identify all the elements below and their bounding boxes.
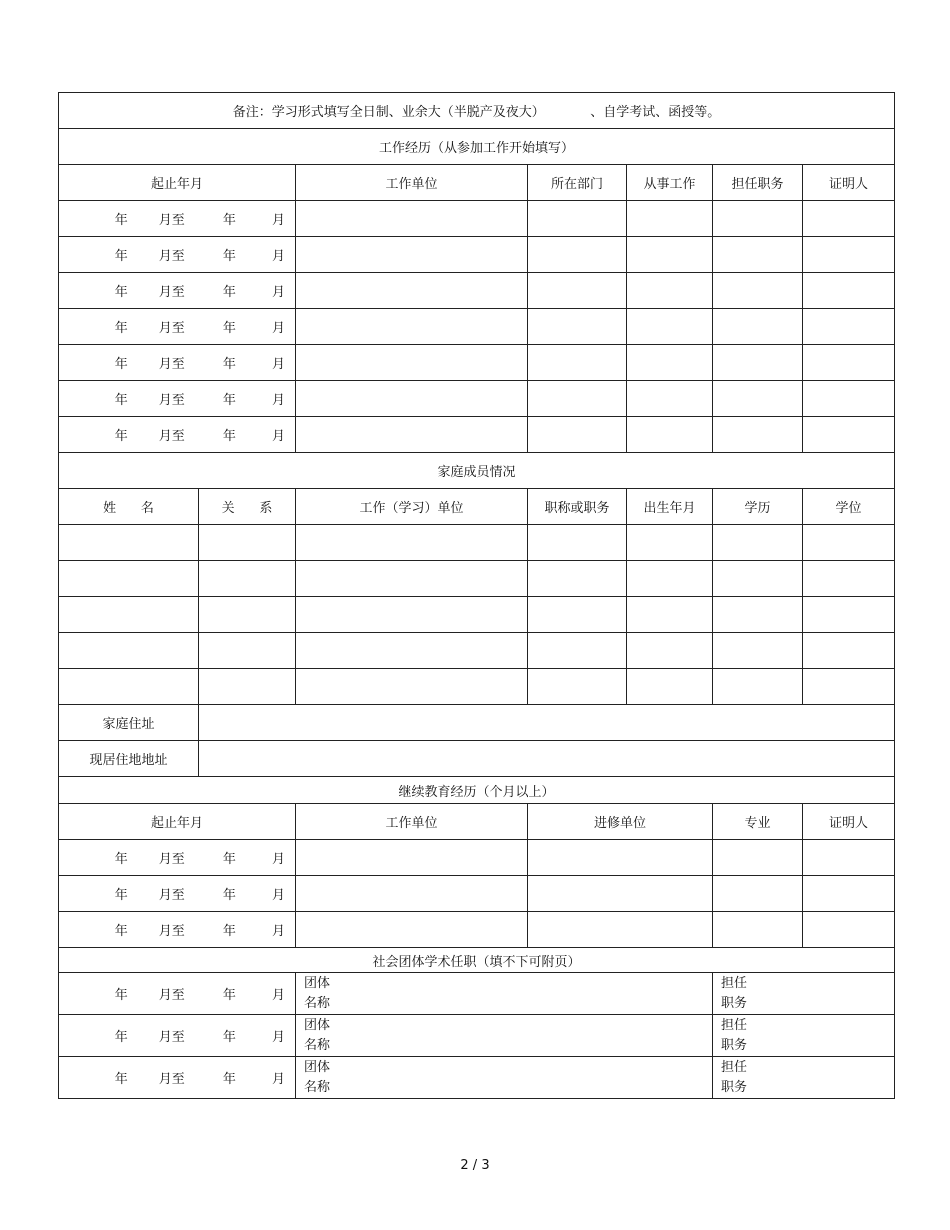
work-row	[59, 309, 895, 345]
education-major-cell[interactable]	[713, 912, 803, 948]
date-part-label: 年	[222, 249, 236, 264]
work-department-cell[interactable]	[528, 273, 627, 309]
date-range	[59, 389, 295, 408]
date-range	[59, 1068, 295, 1087]
work-employer-cell[interactable]	[296, 381, 528, 417]
date-part-label: 年	[222, 1030, 236, 1045]
education-witness-cell[interactable]	[803, 876, 895, 912]
work-row	[59, 345, 895, 381]
family-birth-cell[interactable]	[627, 633, 713, 669]
society-org-cell[interactable]	[296, 973, 713, 1015]
family-row	[59, 525, 895, 561]
date-part-label: 月	[271, 249, 285, 264]
date-part-label: 月至	[158, 924, 185, 939]
work-header-position: 担任职务	[713, 165, 803, 201]
work-witness-cell[interactable]	[803, 273, 895, 309]
date-part-label: 月至	[158, 357, 185, 372]
date-part-label: 月至	[158, 213, 185, 228]
family-employer-cell[interactable]	[296, 669, 528, 705]
date-part-label: 月至	[158, 1072, 185, 1087]
date-part-label: 年	[114, 321, 128, 336]
family-header-row	[59, 489, 895, 525]
work-section-title: 工作经历（从参加工作开始填写）	[59, 129, 895, 165]
work-period-cell[interactable]	[59, 273, 296, 309]
date-part-label: 年	[114, 1030, 128, 1045]
date-part-label: 年	[222, 988, 236, 1003]
work-position-cell[interactable]	[713, 237, 803, 273]
work-employer-cell[interactable]	[296, 345, 528, 381]
family-employer-cell[interactable]	[296, 597, 528, 633]
work-job-cell[interactable]	[627, 201, 713, 237]
date-part-label: 月	[271, 888, 285, 903]
society-org-label: 团体	[304, 975, 331, 991]
work-row	[59, 273, 895, 309]
family-employer-cell[interactable]	[296, 525, 528, 561]
education-witness-cell[interactable]	[803, 840, 895, 876]
date-part-label: 月至	[158, 988, 185, 1003]
work-witness-cell[interactable]	[803, 309, 895, 345]
home-address-field[interactable]	[199, 705, 895, 741]
work-position-cell[interactable]	[713, 309, 803, 345]
family-header-education: 学历	[713, 489, 803, 525]
family-title-cell[interactable]	[528, 633, 627, 669]
work-job-cell[interactable]	[627, 381, 713, 417]
family-title-cell[interactable]	[528, 561, 627, 597]
society-section-title: 社会团体学术任职（填不下可附页）	[59, 948, 895, 973]
education-row	[59, 912, 895, 948]
date-part-label: 月	[271, 988, 285, 1003]
work-position-cell[interactable]	[713, 417, 803, 453]
work-position-cell[interactable]	[713, 201, 803, 237]
date-part-label: 年	[114, 429, 128, 444]
family-degree-cell[interactable]	[803, 633, 895, 669]
work-header-employer: 工作单位	[296, 165, 528, 201]
date-part-label: 月	[271, 852, 285, 867]
society-row	[59, 973, 895, 1015]
family-birth-cell[interactable]	[627, 561, 713, 597]
society-period-cell[interactable]	[59, 1015, 296, 1057]
society-org-label: 团体	[304, 1059, 331, 1075]
family-section-title: 家庭成员情况	[59, 453, 895, 489]
work-position-cell[interactable]	[713, 345, 803, 381]
date-part-label: 年	[222, 888, 236, 903]
education-institution-cell[interactable]	[528, 840, 713, 876]
personal-record-form	[58, 92, 895, 1099]
education-period-cell[interactable]	[59, 840, 296, 876]
family-relation-cell[interactable]	[199, 669, 296, 705]
date-range	[59, 984, 295, 1003]
work-header-witness: 证明人	[803, 165, 895, 201]
date-part-label: 年	[222, 852, 236, 867]
date-part-label: 月至	[158, 321, 185, 336]
family-title-cell[interactable]	[528, 525, 627, 561]
family-header-title: 职称或职务	[528, 489, 627, 525]
work-row	[59, 381, 895, 417]
family-degree-cell[interactable]	[803, 561, 895, 597]
education-employer-cell[interactable]	[296, 912, 528, 948]
education-major-cell[interactable]	[713, 840, 803, 876]
work-period-cell[interactable]	[59, 309, 296, 345]
work-row	[59, 237, 895, 273]
work-department-cell[interactable]	[528, 237, 627, 273]
date-part-label: 月	[271, 393, 285, 408]
work-header-job: 从事工作	[627, 165, 713, 201]
work-employer-cell[interactable]	[296, 417, 528, 453]
family-header-relation-1: 关	[221, 501, 235, 516]
family-name-cell[interactable]	[59, 669, 199, 705]
date-part-label: 年	[114, 393, 128, 408]
family-education-cell[interactable]	[713, 525, 803, 561]
work-row	[59, 201, 895, 237]
family-relation-cell[interactable]	[199, 525, 296, 561]
date-part-label: 年	[114, 249, 128, 264]
education-header-witness: 证明人	[803, 804, 895, 840]
society-role-label: 职务	[721, 995, 748, 1011]
date-part-label: 月	[271, 357, 285, 372]
date-part-label: 年	[114, 852, 128, 867]
date-part-label: 月至	[158, 1030, 185, 1045]
date-part-label: 年	[222, 357, 236, 372]
date-part-label: 年	[222, 429, 236, 444]
date-part-label: 月	[271, 285, 285, 300]
date-part-label: 月至	[158, 249, 185, 264]
work-period-cell[interactable]	[59, 417, 296, 453]
date-part-label: 月至	[158, 888, 185, 903]
date-part-label: 月至	[158, 852, 185, 867]
work-witness-cell[interactable]	[803, 417, 895, 453]
note-row: 备注：学习形式填写全日制、业余大（半脱产及夜大） 、自学考试、函授等。	[59, 93, 895, 129]
society-org-label: 名称	[304, 1037, 331, 1053]
work-row	[59, 417, 895, 453]
work-header-period: 起止年月	[59, 165, 296, 201]
family-header-name	[59, 489, 199, 525]
work-header-row	[59, 165, 895, 201]
education-header-period: 起止年月	[59, 804, 296, 840]
family-row	[59, 633, 895, 669]
work-employer-cell[interactable]	[296, 309, 528, 345]
date-range	[59, 317, 295, 336]
education-institution-cell[interactable]	[528, 876, 713, 912]
date-part-label: 月至	[158, 429, 185, 444]
family-education-cell[interactable]	[713, 669, 803, 705]
family-birth-cell[interactable]	[627, 669, 713, 705]
society-role-label: 担任	[721, 1017, 748, 1033]
education-row	[59, 876, 895, 912]
work-job-cell[interactable]	[627, 237, 713, 273]
society-org-cell[interactable]	[296, 1015, 713, 1057]
date-part-label: 月至	[158, 285, 185, 300]
work-employer-cell[interactable]	[296, 201, 528, 237]
work-period-cell[interactable]	[59, 201, 296, 237]
date-part-label: 年	[222, 285, 236, 300]
work-job-cell[interactable]	[627, 345, 713, 381]
education-institution-cell[interactable]	[528, 912, 713, 948]
family-header-name-2: 名	[140, 501, 154, 516]
work-witness-cell[interactable]	[803, 381, 895, 417]
society-role-label: 担任	[721, 975, 748, 991]
date-range	[59, 1026, 295, 1045]
family-relation-cell[interactable]	[199, 633, 296, 669]
family-name-cell[interactable]	[59, 561, 199, 597]
education-header-row	[59, 804, 895, 840]
date-part-label: 年	[222, 924, 236, 939]
education-row	[59, 840, 895, 876]
work-period-cell[interactable]	[59, 237, 296, 273]
society-role-label: 担任	[721, 1059, 748, 1075]
date-part-label: 年	[222, 393, 236, 408]
work-department-cell[interactable]	[528, 201, 627, 237]
family-name-cell[interactable]	[59, 633, 199, 669]
family-header-relation	[199, 489, 296, 525]
date-part-label: 年	[114, 213, 128, 228]
date-part-label: 年	[114, 357, 128, 372]
family-name-cell[interactable]	[59, 525, 199, 561]
date-part-label: 年	[222, 321, 236, 336]
family-header-degree: 学位	[803, 489, 895, 525]
date-part-label: 月	[271, 1072, 285, 1087]
family-header-birth: 出生年月	[627, 489, 713, 525]
education-header-institution: 进修单位	[528, 804, 713, 840]
work-job-cell[interactable]	[627, 273, 713, 309]
education-period-cell[interactable]	[59, 876, 296, 912]
date-part-label: 月	[271, 213, 285, 228]
society-role-cell[interactable]	[713, 973, 895, 1015]
current-address-field[interactable]	[199, 741, 895, 777]
society-period-cell[interactable]	[59, 973, 296, 1015]
education-witness-cell[interactable]	[803, 912, 895, 948]
date-range	[59, 281, 295, 300]
education-employer-cell[interactable]	[296, 876, 528, 912]
education-period-cell[interactable]	[59, 912, 296, 948]
date-part-label: 年	[114, 924, 128, 939]
date-range	[59, 209, 295, 228]
family-title-cell[interactable]	[528, 597, 627, 633]
family-birth-cell[interactable]	[627, 525, 713, 561]
work-department-cell[interactable]	[528, 381, 627, 417]
family-header-employer: 工作（学习）单位	[296, 489, 528, 525]
work-position-cell[interactable]	[713, 381, 803, 417]
family-employer-cell[interactable]	[296, 633, 528, 669]
date-part-label: 月	[271, 321, 285, 336]
work-job-cell[interactable]	[627, 309, 713, 345]
work-period-cell[interactable]	[59, 345, 296, 381]
family-education-cell[interactable]	[713, 597, 803, 633]
work-employer-cell[interactable]	[296, 237, 528, 273]
family-education-cell[interactable]	[713, 633, 803, 669]
society-role-label: 职务	[721, 1079, 748, 1095]
work-job-cell[interactable]	[627, 417, 713, 453]
work-header-department: 所在部门	[528, 165, 627, 201]
work-department-cell[interactable]	[528, 309, 627, 345]
work-employer-cell[interactable]	[296, 273, 528, 309]
work-department-cell[interactable]	[528, 417, 627, 453]
date-part-label: 月	[271, 429, 285, 444]
family-header-relation-2: 系	[259, 501, 273, 516]
page-number: 2 / 3	[460, 1158, 490, 1173]
date-range	[59, 353, 295, 372]
work-witness-cell[interactable]	[803, 345, 895, 381]
society-period-cell[interactable]	[59, 1057, 296, 1099]
date-range	[59, 884, 295, 903]
family-row	[59, 597, 895, 633]
date-part-label: 年	[222, 1072, 236, 1087]
society-org-cell[interactable]	[296, 1057, 713, 1099]
family-degree-cell[interactable]	[803, 669, 895, 705]
family-degree-cell[interactable]	[803, 597, 895, 633]
family-header-name-1: 姓	[103, 501, 117, 516]
date-part-label: 年	[114, 988, 128, 1003]
work-department-cell[interactable]	[528, 345, 627, 381]
date-part-label: 年	[222, 213, 236, 228]
society-org-label: 团体	[304, 1017, 331, 1033]
date-part-label: 年	[114, 285, 128, 300]
family-row	[59, 669, 895, 705]
date-part-label: 月	[271, 924, 285, 939]
work-position-cell[interactable]	[713, 273, 803, 309]
date-part-label: 月	[271, 1030, 285, 1045]
society-role-label: 职务	[721, 1037, 748, 1053]
family-employer-cell[interactable]	[296, 561, 528, 597]
date-range	[59, 848, 295, 867]
date-range	[59, 920, 295, 939]
education-major-cell[interactable]	[713, 876, 803, 912]
society-org-label: 名称	[304, 995, 331, 1011]
date-range	[59, 425, 295, 444]
date-part-label: 年	[114, 1072, 128, 1087]
society-row	[59, 1015, 895, 1057]
work-period-cell[interactable]	[59, 381, 296, 417]
date-part-label: 年	[114, 888, 128, 903]
work-witness-cell[interactable]	[803, 201, 895, 237]
family-relation-cell[interactable]	[199, 561, 296, 597]
home-address-label: 家庭住址	[59, 705, 199, 741]
society-role-cell[interactable]	[713, 1057, 895, 1099]
family-relation-cell[interactable]	[199, 597, 296, 633]
education-header-major: 专业	[713, 804, 803, 840]
family-birth-cell[interactable]	[627, 597, 713, 633]
society-row	[59, 1057, 895, 1099]
family-education-cell[interactable]	[713, 561, 803, 597]
date-range	[59, 245, 295, 264]
society-role-cell[interactable]	[713, 1015, 895, 1057]
education-header-employer: 工作单位	[296, 804, 528, 840]
work-witness-cell[interactable]	[803, 237, 895, 273]
education-employer-cell[interactable]	[296, 840, 528, 876]
family-row	[59, 561, 895, 597]
education-section-title: 继续教育经历（个月以上）	[59, 777, 895, 804]
date-part-label: 月至	[158, 393, 185, 408]
family-name-cell[interactable]	[59, 597, 199, 633]
current-address-label: 现居住地地址	[59, 741, 199, 777]
society-org-label: 名称	[304, 1079, 331, 1095]
family-degree-cell[interactable]	[803, 525, 895, 561]
family-title-cell[interactable]	[528, 669, 627, 705]
